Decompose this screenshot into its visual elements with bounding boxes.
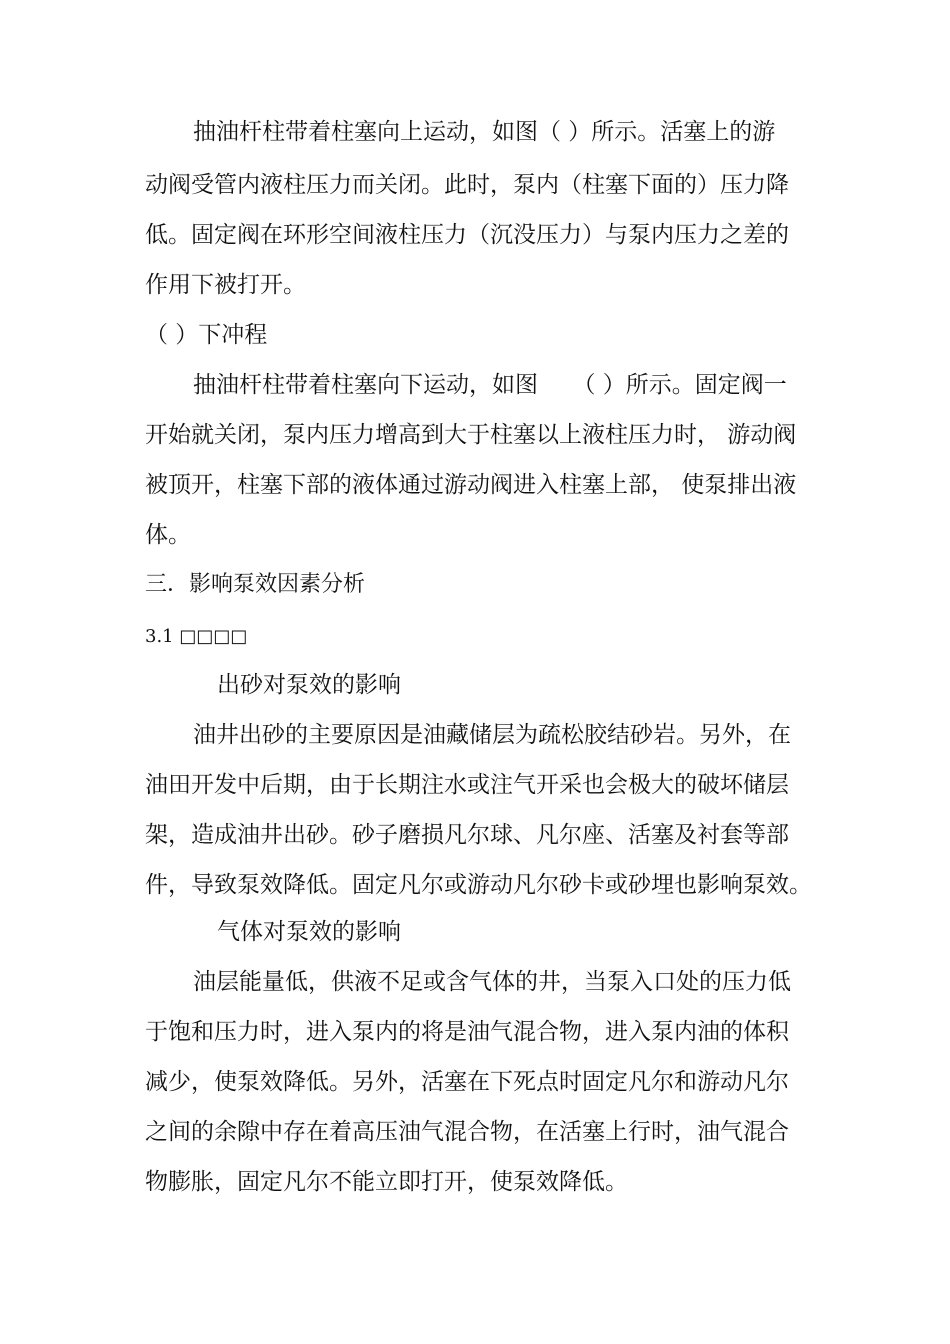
paragraph-line: 低。固定阀在环形空间液柱压力（沉没压力）与泵内压力之差的 — [145, 222, 789, 248]
paragraph-line: 件，导致泵效降低。固定凡尔或游动凡尔砂卡或砂埋也影响泵效。 — [145, 872, 812, 898]
paragraph-line: 动阀受管内液柱压力而关闭。此时，泵内（柱塞下面的）压力降 — [145, 172, 789, 198]
paragraph-line: 作用下被打开。 — [145, 272, 306, 298]
paragraph-line: 架，造成油井出砂。砂子磨损凡尔球、凡尔座、活塞及衬套等部 — [145, 822, 789, 848]
paragraph-line: 于饱和压力时，进入泵内的将是油气混合物，进入泵内油的体积 — [145, 1019, 789, 1045]
paragraph-line: 油井出砂的主要原因是油藏储层为疏松胶结砂岩。另外，在 — [193, 722, 791, 748]
subheading-sand: 出砂对泵效的影响 — [217, 672, 401, 698]
paragraph-line: 油层能量低，供液不足或含气体的井，当泵入口处的压力低 — [193, 969, 791, 995]
section-heading-downstroke: （ ）下冲程 — [145, 322, 268, 348]
paragraph-line: 抽油杆柱带着柱塞向上运动，如图（ ）所示。活塞上的游 — [193, 119, 776, 145]
paragraph-line: 减少，使泵效降低。另外，活塞在下死点时固定凡尔和游动凡尔 — [145, 1069, 789, 1095]
section-heading-factors: 三．影响泵效因素分析 — [145, 572, 366, 597]
paragraph-line: 抽油杆柱带着柱塞向下运动，如图 （ ）所示。固定阀一 — [193, 372, 787, 398]
paragraph-line: 被顶开，柱塞下部的液体通过游动阀进入柱塞上部， 使泵排出液 — [145, 472, 797, 498]
paragraph-line: 油田开发中后期，由于长期注水或注气开采也会极大的破坏储层 — [145, 772, 789, 798]
paragraph-line: 体。 — [145, 522, 191, 548]
subheading-gas: 气体对泵效的影响 — [217, 919, 401, 945]
paragraph-line: 之间的余隙中存在着高压油气混合物，在活塞上行时，油气混合 — [145, 1119, 789, 1145]
paragraph-line: 物膨胀，固定凡尔不能立即打开，使泵效降低。 — [145, 1169, 628, 1195]
paragraph-line: 开始就关闭，泵内压力增高到大于柱塞以上液柱压力时， 游动阀 — [145, 422, 797, 448]
subsection-heading-3-1: 3.1 □□□□ — [145, 626, 248, 647]
